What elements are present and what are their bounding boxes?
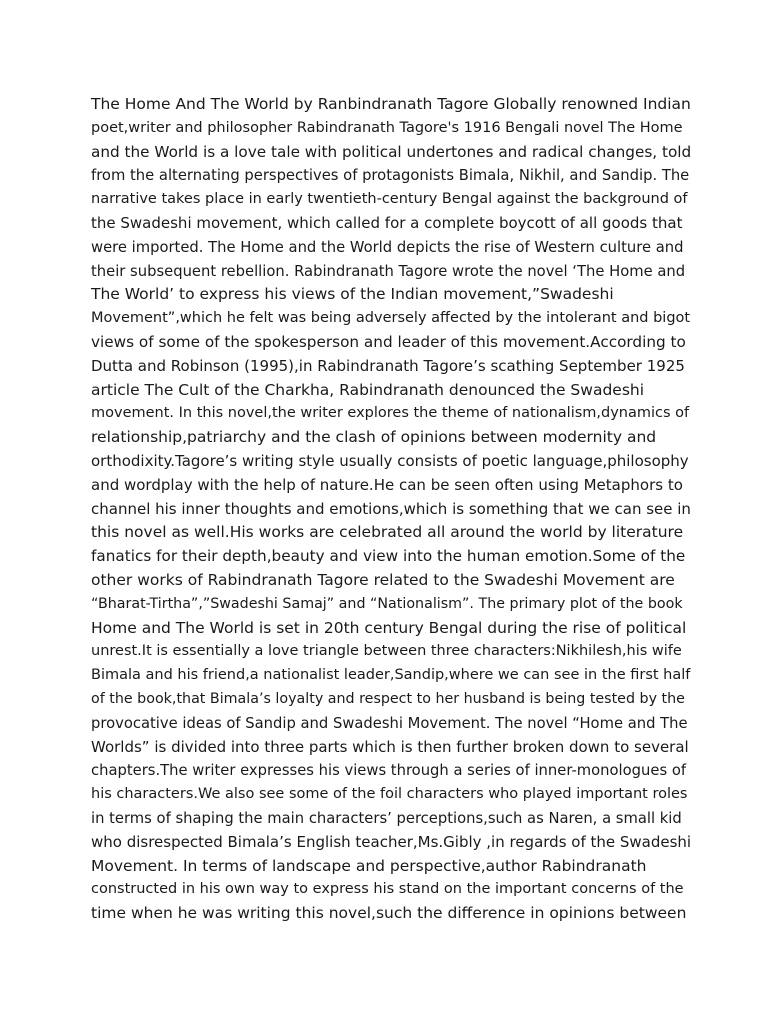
text-line: chapters.The writer expresses his views through a series of inner-monologues of (91, 762, 687, 780)
text-line: views of some of the spokesperson and leader of this movement.According to (91, 332, 686, 351)
text-line: time when he was writing this novel,such the difference in opinions between (91, 904, 687, 923)
text-line: channel his inner thoughts and emotions,which is something that we can see in (91, 499, 691, 518)
text-line: their subsequent rebellion. Rabindranath Tagore wrote the novel ‘The Home and (91, 262, 686, 280)
text-line: who disrespected Bimala’s English teacher,Ms.Gibly ,in regards of the Swadeshi (91, 832, 692, 851)
text-line: Movement”,which he felt was being adversely affected by the intolerant and bigot (91, 310, 691, 327)
text-line: The Home And The World by Ranbindranath Tagore Globally renowned Indian (91, 95, 691, 113)
text-line: were imported. The Home and the World depicts the rise of Western culture and (91, 238, 684, 256)
text-line: orthodixity.Tagore’s writing style usually consists of poetic language,philosophy (91, 451, 689, 470)
text-line: unrest.It is essentially a love triangle between three characters:Nikhilesh,his wife (91, 643, 682, 660)
text-line: The World’ to express his views of the Indian movement,”Swadeshi (91, 285, 614, 304)
text-line: provocative ideas of Sandip and Swadeshi Movement. The novel “Home and The (91, 714, 688, 732)
text-line: Worlds” is divided into three parts which is then further broken down to several (91, 737, 689, 756)
text-line: other works of Rabindranath Tagore related to the Swadeshi Movement are (91, 570, 675, 589)
text-line: article The Cult of the Charkha, Rabindranath denounced the Swadeshi (91, 380, 645, 399)
text-line: in terms of shaping the main characters’ perceptions,such as Naren, a small kid (91, 809, 682, 827)
body-paragraph (91, 93, 691, 926)
text-line: the Swadeshi movement, which called for a complete boycott of all goods that (91, 213, 683, 232)
text-line: constructed in his own way to express his stand on the important concerns of the (91, 881, 684, 898)
text-line: fanatics for their depth,beauty and view into the human emotion.Some of the (91, 547, 686, 566)
text-line: and wordplay with the help of nature.He can be seen often using Metaphors to (91, 475, 683, 494)
text-line: “Bharat-Tirtha”,”Swadeshi Samaj” and “Nationalism”. The primary plot of the book (91, 595, 683, 612)
text-line: poet,writer and philosopher Rabindranath Tagore's 1916 Bengali novel The Home (91, 119, 683, 136)
text-line: from the alternating perspectives of protagonists Bimala, Nikhil, and Sandip. The (91, 167, 690, 185)
text-line: Home and The World is set in 20th century Bengal during the rise of political (91, 618, 687, 637)
text-line: Movement. In terms of landscape and perspective,author Rabindranath (91, 856, 647, 875)
text-line: relationship,patriarchy and the clash of opinions between modernity and (91, 428, 657, 447)
text-line: Dutta and Robinson (1995),in Rabindranath Tagore’s scathing September 1925 (91, 356, 685, 375)
text-line: this novel as well.His works are celebrated all around the world by literature (91, 523, 684, 542)
text-line: Bimala and his friend,a nationalist leader,Sandip,where we can see in the first half (91, 667, 691, 684)
text-line: his characters.We also see some of the foil characters who played important roles (91, 786, 688, 803)
text-line: narrative takes place in early twentieth-century Bengal against the background of (91, 191, 688, 208)
text-line: and the World is a love tale with political undertones and radical changes, told (91, 142, 692, 161)
text-line: movement. In this novel,the writer explores the theme of nationalism,dynamics of (91, 405, 690, 422)
text-line: of the book,that Bimala’s loyalty and respect to her husband is being tested by the (91, 690, 685, 707)
